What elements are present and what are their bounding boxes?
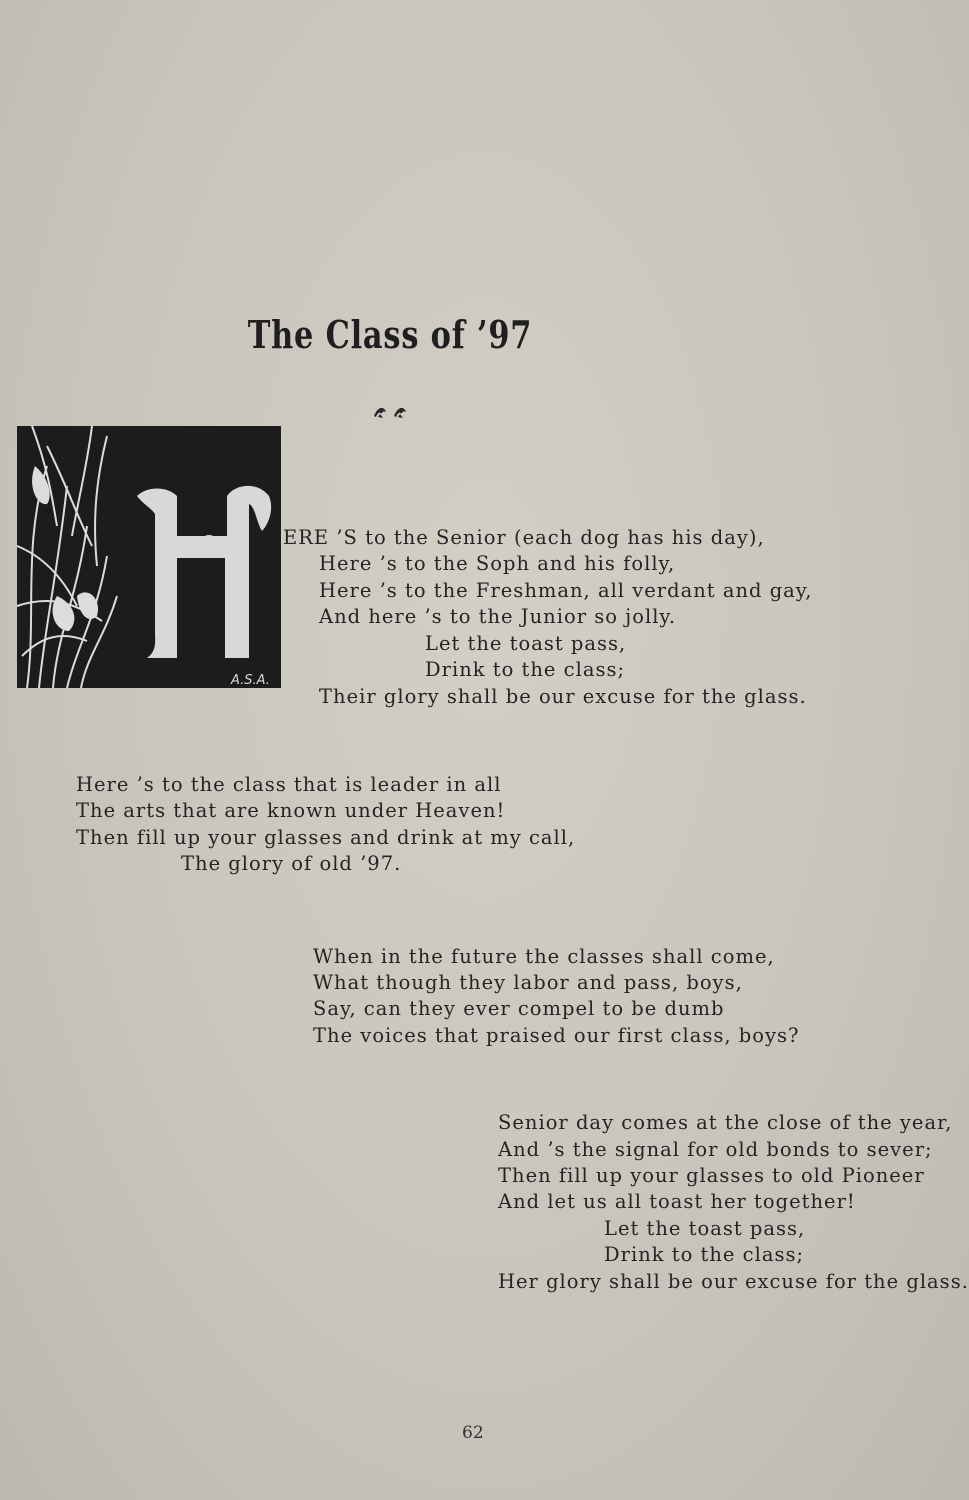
page-number: 62 — [462, 1423, 484, 1443]
initial-caption: A.S.A. — [231, 673, 270, 688]
stanza3-line: Say, can they ever compel to be dumb — [313, 997, 725, 1020]
stanza2-line: The glory of old ’97. — [181, 852, 402, 875]
stanza4-line: And ’s the signal for old bonds to sever; — [498, 1138, 933, 1161]
stanza3-line: What though they labor and pass, boys, — [313, 971, 743, 994]
stanza2-line: Here ’s to the class that is leader in all — [76, 773, 502, 796]
stanza4-line: Senior day comes at the close of the year, — [498, 1111, 953, 1134]
stanza2-line: Then fill up your glasses and drink at my call, — [76, 826, 576, 849]
stanza1-line: Drink to the class; — [425, 658, 626, 681]
decorated-initial-h — [17, 426, 281, 688]
stanza1-line: Here ’s to the Soph and his folly, — [319, 552, 676, 575]
lily-illustration — [17, 426, 281, 688]
stanza4-line: Drink to the class; — [604, 1243, 805, 1266]
stanza4-line: Her glory shall be our excuse for the glass. — [498, 1270, 969, 1293]
fleuron-ornament-icon — [372, 402, 412, 420]
stanza4-line: Let the toast pass, — [604, 1217, 806, 1240]
stanza3-line: The voices that praised our first class, boys? — [313, 1024, 800, 1047]
stanza1-line: Let the toast pass, — [425, 632, 627, 655]
stanza4-line: Then fill up your glasses to old Pioneer — [498, 1164, 925, 1187]
stanza3-line: When in the future the classes shall come, — [313, 945, 775, 968]
stanza4-line: And let us all toast her together! — [498, 1190, 856, 1213]
stanza1-line: And here ’s to the Junior so jolly. — [319, 605, 677, 628]
stanza2-line: The arts that are known under Heaven! — [76, 799, 506, 822]
page-title: The Class of ’97 — [247, 312, 533, 357]
stanza1-line: Here ’s to the Freshman, all verdant and gay, — [319, 579, 813, 602]
stanza1-line: Their glory shall be our excuse for the glass. — [319, 685, 807, 708]
stanza1-line: ERE ’S to the Senior (each dog has his day), — [283, 526, 765, 549]
